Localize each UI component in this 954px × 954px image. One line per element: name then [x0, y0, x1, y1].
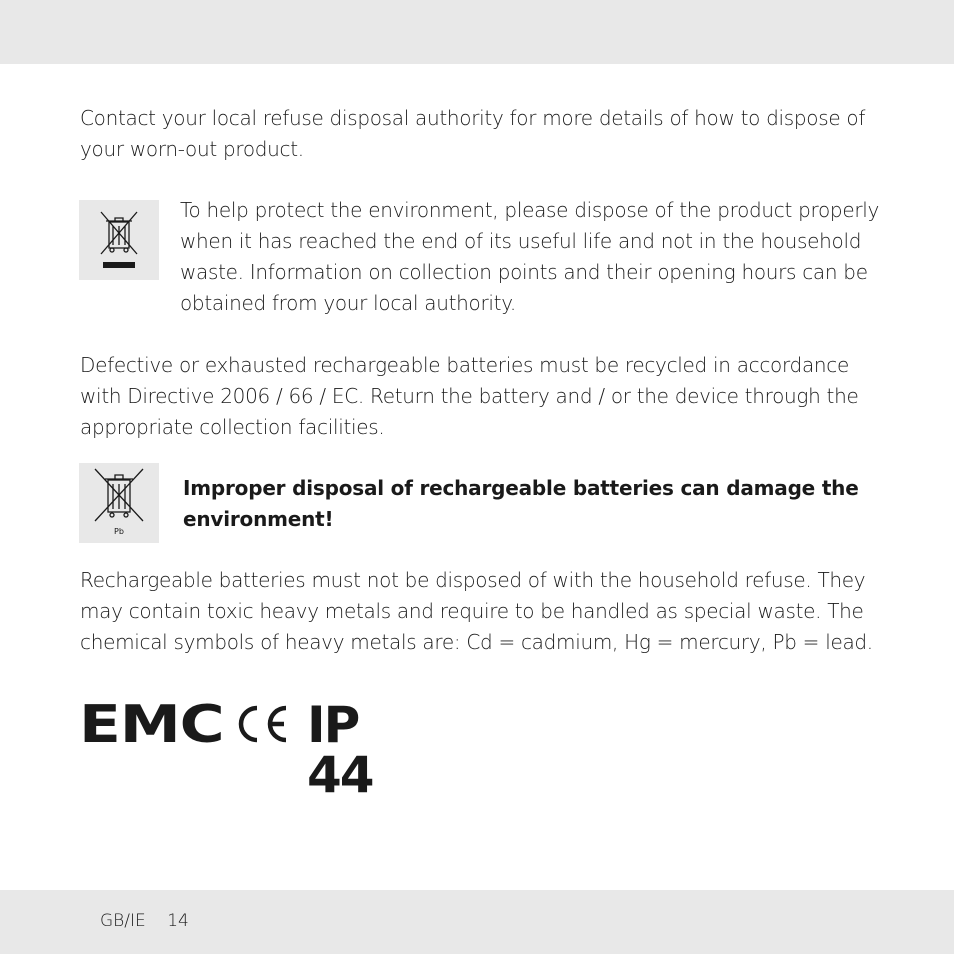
battery-warning: Improper disposal of rechargeable batteries can damage the environment! [183, 476, 859, 531]
crossed-out-bin-icon [79, 200, 159, 280]
environment-paragraph: To help protect the environment, please dispose of the product properly when it has reached the end of its useful life and not in the household waste. Information on collection points and their opening hours can be obtained from your local authority. [180, 198, 880, 315]
pb-label: Pb [114, 527, 124, 536]
disposal-contact-paragraph: Contact your local refuse disposal authority for more details of how to dispose of your worn-out product. [80, 106, 866, 161]
heavy-metals-paragraph: Rechargeable batteries must not be disposed of with the household refuse. They may contain toxic heavy metals and require to be handled as special waste. The chemical symbols of heavy metals are: Cd = cadmium, Hg = mercury, Pb = lead. [80, 568, 873, 654]
weee-symbol [79, 200, 159, 280]
battery-disposal-symbol [79, 463, 159, 543]
battery-recycling-paragraph: Defective or exhausted rechargeable batteries must be recycled in accordance with Directive 2006 / 66 / EC. Return the battery and / or the device through the appropriate collection facilities. [80, 353, 859, 439]
page-number: 14 [167, 911, 189, 931]
ip44-mark: IP 44 [307, 696, 373, 804]
emc-mark: EMC [79, 695, 224, 755]
ce-mark-icon [232, 704, 292, 744]
header-band [0, 0, 954, 64]
region-label: GB/IE [100, 911, 146, 931]
page-footer [100, 911, 189, 931]
